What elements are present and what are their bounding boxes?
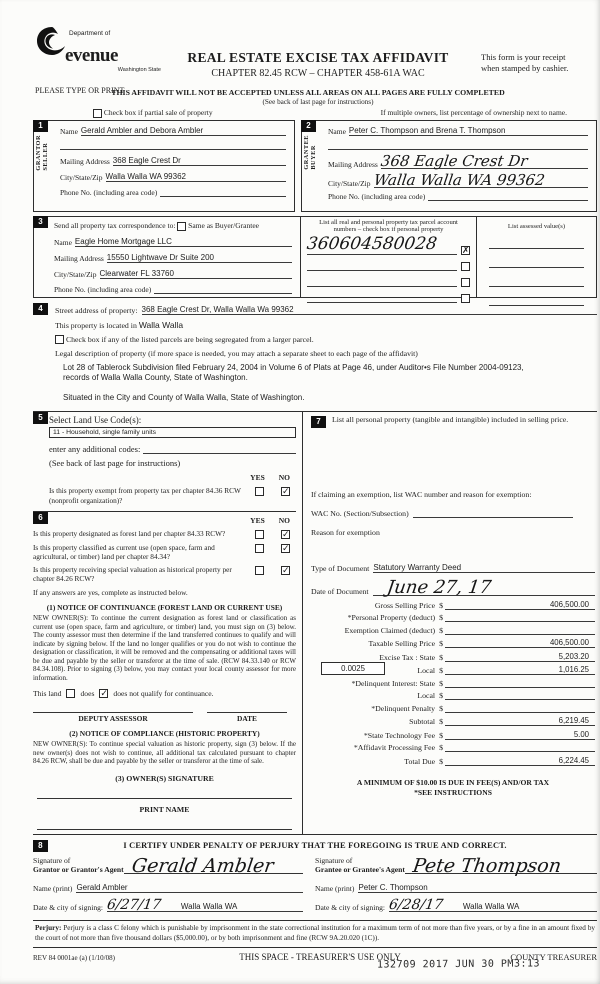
grantor-name-print-label: Name (print) [33, 884, 73, 894]
delinquent-interest-state-value [445, 679, 595, 688]
historic-yes-checkbox [255, 566, 264, 575]
personal-property-deduct-value [445, 613, 595, 622]
logo-washington-state: Washington State [117, 67, 161, 73]
parcel-numbers-header: List all real and personal property tax parcel account numbers – check box if personal property [319, 218, 458, 234]
tax-correspondence-box [33, 216, 301, 298]
sec5-see-back: (See back of last page for instructions) [49, 458, 181, 469]
certify-text: I CERTIFY UNDER PENALTY OF PERJURY THAT THE FOREGOING IS TRUE AND CORRECT. [123, 840, 507, 850]
grantee-city-value: Walla Walla WA [462, 902, 520, 912]
seller-name-label: Name [60, 126, 78, 136]
historic-no-checkbox: ✓ [282, 565, 290, 576]
buyer-citystatezip-value-handwritten: Walla Walla WA 99362 [372, 170, 546, 189]
exempt-question: Is this property exempt from property tax per chapter 84.36 RCW (nonprofit organization)? [49, 486, 241, 505]
section5-badge: 5 [33, 412, 48, 424]
delinquent-penalty-value [445, 704, 595, 713]
partial-sale-checkbox [93, 109, 102, 118]
parcel3-line [307, 279, 457, 287]
current-use-no-checkbox: ✓ [282, 543, 290, 554]
corr-mailing-label: Mailing Address [54, 253, 104, 263]
grantor-side-word: GRANTOR [35, 134, 42, 171]
affidavit-processing-fee-label: *Affidavit Processing Fee [353, 743, 436, 753]
grantor-name-print-value: Gerald Ambler [76, 883, 303, 893]
gross-selling-price-label: Gross Selling Price [374, 600, 436, 610]
assessed-line1 [489, 241, 584, 249]
grantor-date-city-label: Date & city of signing: [33, 903, 104, 913]
legal-description-value: Lot 28 of Tablerock Subdivision filed February 24, 2004 in Volume 6 of Plats at Page 46, under Auditor•s File Number 2004-09123, records of Walla Walla County, State of Washington. [63, 363, 524, 383]
buyer-phone-label: Phone No. (including area code) [328, 191, 426, 201]
seller-extra-line [60, 144, 286, 150]
grantor-signature-of-label: Signature of [33, 855, 71, 865]
forest-question: Is this property designated as forest land per chapter 84.33 RCW? [33, 528, 226, 538]
assessed-line3 [489, 279, 584, 287]
partial-sale-label: Check box if partial sale of property [103, 108, 213, 117]
buyer-mailing-label: Mailing Address [328, 159, 378, 169]
revenue-logo-icon [35, 26, 69, 56]
continuance-row [33, 689, 296, 698]
perjury-body: Perjury is a class C felony which is punishable by imprisonment in the state correctional institution for a maximum term of not more than five years, or by a fine in an amount fixed by the court of not more than five thousand dollars ($5,000.00), or by both imprisonment and fine (RCW 9A.20.020 (1C)). [35, 924, 596, 942]
receipt-note-line1: This form is your receipt [481, 52, 566, 62]
land-use-code-value: 11 - Household, single family units [49, 427, 296, 438]
dollar-sign: $ [439, 613, 443, 623]
grantee-date-city-label: Date & city of signing: [315, 903, 386, 913]
perjury-notice [33, 920, 597, 948]
segregated-checkbox [55, 335, 64, 344]
buyer-name-value: Peter C. Thompson and Brena T. Thompson [349, 126, 588, 136]
date-label: DATE [207, 712, 287, 723]
personal-property-section [303, 412, 597, 834]
delinquent-interest-state-label: *Delinquent Interest: State [351, 678, 436, 688]
buyer-side-word: BUYER [309, 144, 317, 170]
land-use-title: Select Land Use Code(s): [49, 415, 142, 426]
does-checkbox [66, 689, 75, 698]
forest-land-section [33, 512, 296, 830]
does-not-checkbox: ✓ [100, 689, 108, 700]
dollar-sign: $ [439, 703, 443, 713]
dollar-sign: $ [439, 691, 443, 701]
delinquent-interest-local-value [445, 691, 595, 700]
parcel1-personal-checkbox: ✗ [462, 245, 470, 256]
grantee-agent-label: Grantee or Grantee's Agent [315, 865, 405, 875]
does-label: does [80, 689, 95, 699]
notice2-title: (2) NOTICE OF COMPLIANCE (HISTORIC PROPERTY) [69, 729, 260, 739]
deputy-assessor-label: DEPUTY ASSESSOR [33, 712, 193, 723]
corr-phone-label: Phone No. (including area code) [54, 284, 152, 294]
correspondence-label: Send all property tax correspondence to: [54, 220, 176, 230]
property-address-section [33, 303, 597, 404]
buyer-extra-line [328, 144, 588, 150]
located-in-value: Walla Walla [138, 319, 184, 330]
notice1-title: (1) NOTICE OF CONTINUANCE (FOREST LAND OR CURRENT USE) [46, 603, 283, 613]
delinquent-interest-local-label: Local [417, 691, 436, 701]
type-of-document-value: Statutory Warranty Deed [373, 563, 595, 573]
seller-mailing-value: 368 Eagle Crest Dr [113, 156, 286, 166]
multiple-owners-note: If multiple owners, list percentage of ownership next to name. [380, 108, 567, 117]
receipt-note-line2: when stamped by cashier. [481, 62, 569, 73]
parcel2-line [307, 263, 457, 271]
taxable-selling-price-label: Taxable Selling Price [368, 639, 436, 649]
this-land-label: This land [33, 689, 62, 699]
print-name-label: PRINT NAME [139, 804, 190, 814]
section3-badge: 3 [33, 216, 48, 228]
affidavit-processing-fee-value [445, 743, 595, 752]
if-yes-note: If any answers are yes, complete as instructed below. [33, 588, 188, 598]
subtotal-label: Subtotal [409, 717, 436, 727]
corr-phone-value [154, 285, 292, 294]
section4-badge: 4 [33, 303, 48, 315]
grantee-name-print-label: Name (print) [315, 884, 355, 894]
sec5-no-header: NO [278, 473, 290, 483]
parcel-numbers-box [301, 216, 477, 298]
gross-selling-price-value: 406,500.00 [445, 600, 595, 610]
owners-signature-label: (3) OWNER(S) SIGNATURE [115, 773, 214, 783]
grantor-agent-label: Grantor or Grantor's Agent [33, 865, 124, 875]
financial-summary [311, 600, 595, 766]
parcel3-personal-checkbox [461, 278, 470, 287]
reason-for-exemption-label: Reason for exemption [311, 528, 380, 538]
personal-property-label: List all personal property (tangible and intangible) included in selling price. [332, 415, 569, 425]
total-due-value: 6,224.45 [445, 756, 595, 766]
grantee-date-handwritten: 6/28/17 [387, 897, 445, 914]
section7-badge: 7 [311, 416, 326, 428]
buyer-mailing-value-handwritten: 368 Eagle Crest Dr [379, 151, 529, 170]
current-use-yes-checkbox [255, 544, 264, 553]
print-name-line [37, 818, 292, 830]
dollar-sign: $ [439, 625, 443, 635]
legal-description-label: Legal description of property (if more space is needed, you may attach a separate sheet to each page of the affidavit) [55, 349, 418, 359]
same-as-buyer-label: Same as Buyer/Grantee [188, 220, 259, 230]
wac-value [413, 509, 573, 518]
perjury-label: Perjury: [35, 924, 62, 933]
dollar-sign: $ [439, 652, 443, 662]
dollar-sign: $ [439, 600, 443, 610]
grantee-signature-block [315, 856, 597, 912]
grantee-signature-handwritten: Pete Thompson [411, 855, 563, 878]
grantor-signature-handwritten: Gerald Ambler [130, 855, 275, 878]
grantor-signature-block [33, 856, 315, 912]
section6-badge: 6 [33, 512, 48, 524]
excise-tax-local-value: 1,016.25 [445, 665, 595, 675]
assessed-values-header: List assessed value(s) [507, 222, 566, 230]
logo-revenue: evenue [65, 45, 118, 66]
corr-name-label: Name [54, 237, 72, 247]
historic-question: Is this property receiving special valuation as historical property per chapter 84.26 RCW? [33, 564, 232, 584]
corr-mailing-value: 15550 Lightwave Dr Suite 200 [107, 253, 292, 263]
assessed-values-box [477, 216, 597, 298]
does-not-label: does not qualify for continuance. [113, 689, 214, 699]
exempt-yes-checkbox [255, 487, 264, 496]
seller-side-word: SELLER [41, 142, 49, 171]
corr-name-value: Eagle Home Mortgage LLC [75, 237, 292, 247]
total-due-label: Total Due [404, 756, 436, 766]
dollar-sign: $ [439, 666, 443, 676]
forest-yes-checkbox [255, 530, 264, 539]
buyer-phone-value [428, 192, 588, 201]
sec5-yes-header: YES [250, 473, 265, 483]
county-treasurer-label: COUNTY TREASURER [510, 951, 597, 962]
personal-property-deduct-label: *Personal Property (deduct) [347, 613, 436, 623]
section1-badge: 1 [33, 120, 48, 132]
buyer-grantee-side-label [304, 135, 317, 170]
excise-tax-local-label: Local [417, 666, 436, 676]
seller-grantor-side-label [36, 135, 49, 171]
grantor-city-value: Walla Walla WA [180, 902, 238, 912]
rev-number: REV 84 0001ae (a) (1/10/08) [33, 953, 115, 962]
seller-mailing-label: Mailing Address [60, 156, 110, 166]
land-use-section [33, 412, 296, 511]
certification-section [33, 841, 597, 912]
subtotal-value: 6,219.45 [445, 716, 595, 726]
parcel2-personal-checkbox [461, 262, 470, 271]
same-as-buyer-checkbox [177, 222, 186, 231]
street-address-value: 368 Eagle Crest Dr, Walla Walla Wa 99362 [142, 305, 598, 315]
local-rate-box: 0.0025 [321, 662, 385, 675]
sec6-yes-header: YES [250, 515, 265, 525]
assessed-line2 [489, 260, 584, 268]
current-use-question: Is this property classified as current use (open space, farm and agricultural, or timber) land per chapter 84.34? [33, 542, 215, 561]
additional-codes-label: enter any additional codes: [49, 444, 141, 455]
owner-signature-line [37, 787, 292, 799]
dollar-sign: $ [439, 756, 443, 766]
forest-no-checkbox: ✓ [282, 529, 290, 540]
type-of-document-label: Type of Document [311, 564, 370, 574]
sec6-no-header: NO [278, 515, 290, 525]
exempt-no-checkbox: ✓ [282, 487, 290, 498]
logo-department-of: Department of [69, 30, 111, 37]
seller-name-value: Gerald Ambler and Debora Ambler [81, 126, 286, 136]
dollar-sign: $ [439, 743, 443, 753]
corr-citystatezip-label: City/State/Zip [54, 269, 97, 279]
date-of-document-value-handwritten: June 27, 17 [385, 577, 493, 599]
grantee-side-word: GRANTEE [303, 134, 310, 170]
exemption-label: If claiming an exemption, list WAC number and reason for exemption: [311, 490, 532, 500]
see-back-note: (See back of last page for instructions) [262, 98, 374, 106]
corr-citystatezip-value: Clearwater FL 33760 [100, 269, 293, 279]
buyer-grantee-box [301, 120, 597, 212]
parcel4-line [307, 295, 457, 303]
wac-label: WAC No. (Section/Subsection) [311, 509, 409, 519]
treasurer-date-stamp: 132709 2017 JUN 30 PM3:13 [376, 958, 541, 971]
situated-value: Situated in the City and County of Walla Walla, State of Washington. [63, 393, 305, 403]
taxable-selling-price-value: 406,500.00 [445, 638, 595, 648]
dollar-sign: $ [439, 678, 443, 688]
dollar-sign: $ [439, 717, 443, 727]
parcel-number-handwritten: 360604580028 [305, 233, 439, 254]
section8-badge: 8 [33, 840, 48, 852]
form-subtitle: CHAPTER 82.45 RCW – CHAPTER 458-61A WAC [211, 68, 425, 79]
warning-line: THIS AFFIDAVIT WILL NOT BE ACCEPTED UNLESS ALL AREAS ON ALL PAGES ARE FULLY COMPLETED [111, 88, 505, 97]
date-of-document-label: Date of Document [311, 587, 369, 597]
excise-tax-state-label: Excise Tax : State [379, 652, 436, 662]
dor-logo [35, 26, 165, 73]
parcel4-personal-checkbox [461, 294, 470, 303]
form-header [33, 26, 597, 106]
seller-phone-value [160, 188, 286, 197]
delinquent-penalty-label: *Delinquent Penalty [371, 703, 436, 713]
segregated-label: Check box if any of the listed parcels are being segregated from a larger parcel. [65, 334, 314, 344]
exemption-claimed-value [445, 626, 595, 635]
excise-tax-state-value: 5,203.20 [445, 652, 595, 662]
grantor-date-handwritten: 6/27/17 [105, 897, 163, 914]
exemption-claimed-label: Exemption Claimed (deduct) [344, 625, 436, 635]
street-address-label: Street address of property: [55, 305, 138, 315]
state-technology-fee-value: 5.00 [445, 730, 595, 740]
partial-sale-row [93, 108, 213, 118]
grantee-signature-of-label: Signature of [315, 855, 353, 865]
form-title: REAL ESTATE EXCISE TAX AFFIDAVIT [187, 50, 449, 65]
dollar-sign: $ [439, 639, 443, 649]
additional-codes-value [143, 445, 296, 454]
seller-citystatezip-label: City/State/Zip [60, 172, 103, 182]
receipt-note [481, 52, 591, 73]
seller-citystatezip-value: Walla Walla WA 99362 [106, 172, 287, 182]
state-technology-fee-label: *State Technology Fee [363, 730, 436, 740]
section2-badge: 2 [301, 120, 316, 132]
buyer-name-label: Name [328, 126, 346, 136]
notice1-body: NEW OWNER(S): To continue the current designation as forest land or classification as current use (open space, farm and agriculture, or timber) land, you must sign on (3) below. The county assessor must then determine if the land transferred continues to qualify and will indicate by signing below. If the land no longer qualifies or you do not wish to continue the designation or classification, it will be removed and the compensating or additional taxes will be due and payable by the seller or transferor at the time of sale. (RCW 84.33.140 or RCW 84.34.108). Prior to signing (3) below, you may contact your local county assessor for more information. [33, 614, 296, 682]
buyer-citystatezip-label: City/State/Zip [328, 178, 371, 188]
please-type-or-print: PLEASE TYPE OR PRINT [35, 86, 125, 95]
seller-phone-label: Phone No. (including area code) [60, 187, 158, 197]
notice2-body: NEW OWNER(S): To continue special valuation as historic property, sign (3) below. If the new owner(s) does not wish to continue, all additional tax calculated pursuant to chapter 84.26 RCW, shall be due and payable by the seller or transferor at the time of sale. [33, 740, 296, 766]
located-in-label: This property is located in [55, 320, 137, 330]
dollar-sign: $ [439, 730, 443, 740]
grantee-name-print-value: Peter C. Thompson [358, 883, 597, 893]
see-instructions-note: *SEE INSTRUCTIONS [414, 787, 492, 797]
treasurer-space-label: THIS SPACE - TREASURER'S USE ONLY [239, 951, 401, 962]
minimum-fee-note: A MINIMUM OF $10.00 IS DUE IN FEE(S) AND/OR TAX [356, 777, 550, 787]
seller-grantor-box [33, 120, 295, 212]
